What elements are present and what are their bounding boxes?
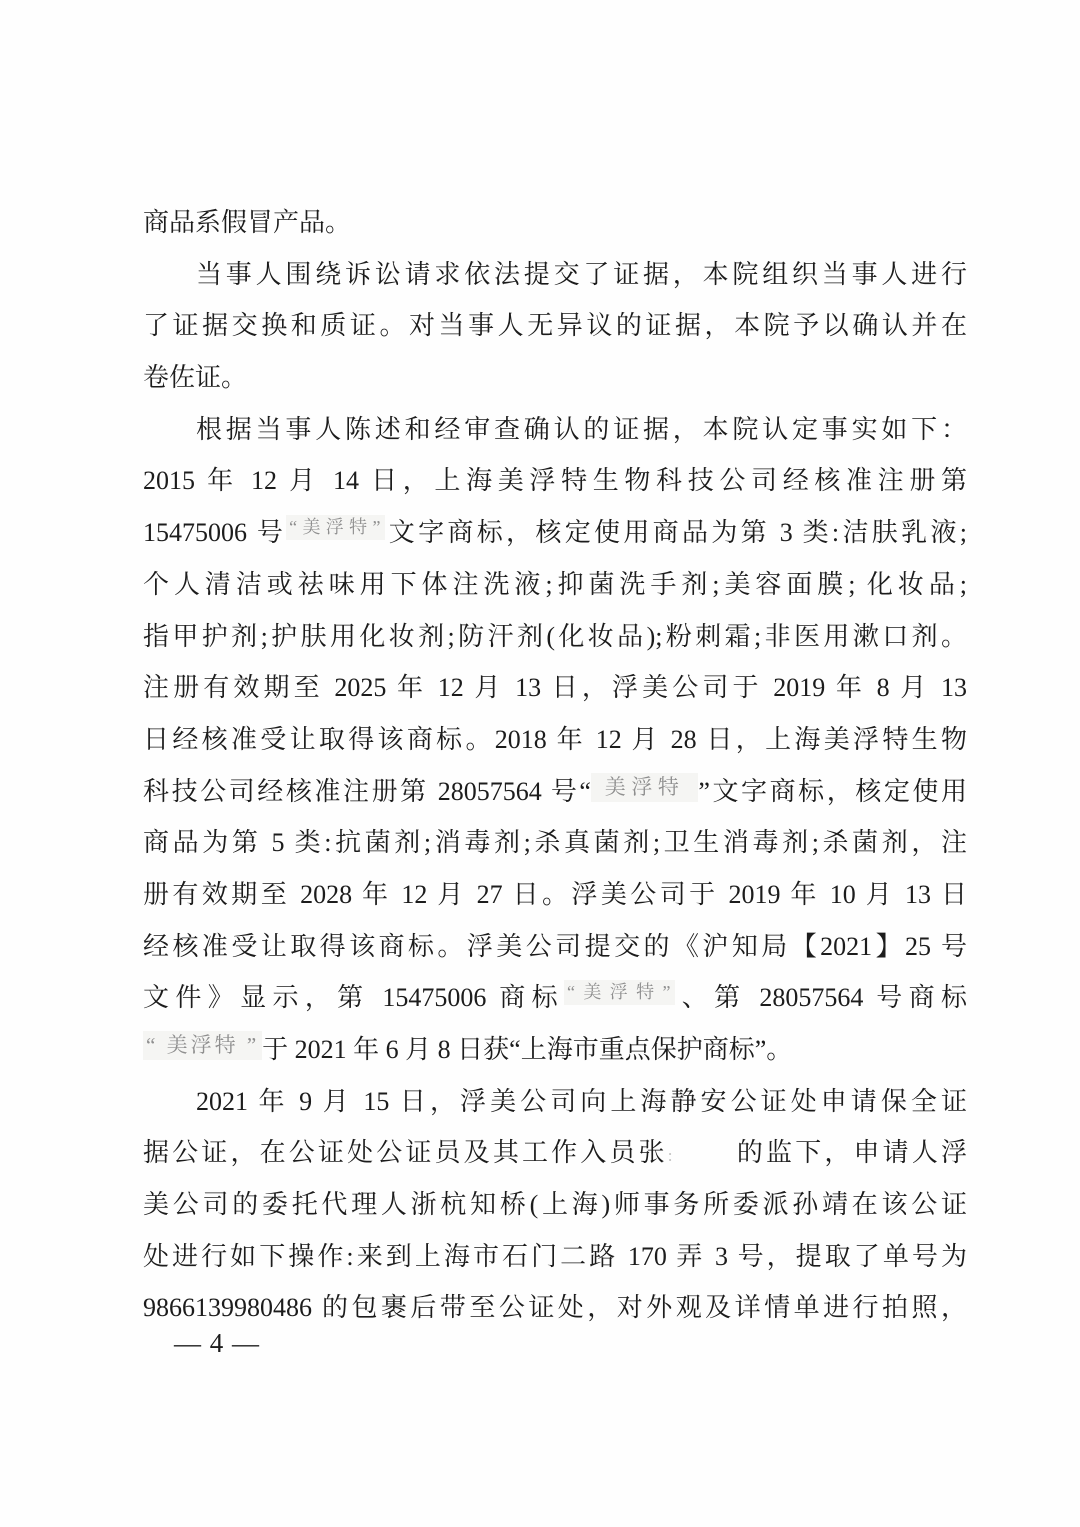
text-run: 日经核准受让取得该商标。2018 年 12 月 28 日，上海美浮特生物 (143, 724, 967, 754)
text-run: 商品为第 5 类:抗菌剂;消毒剂;杀真菌剂;卫生消毒剂;杀菌剂，注 (143, 828, 967, 858)
trademark-image-meifute: “ 美浮特 ” (143, 1031, 262, 1060)
text-run: 文字商标，核定使用商品为第 3 类:洁肤乳液; (385, 518, 967, 548)
text-line (143, 766, 967, 818)
text-line (143, 972, 967, 1024)
text-line (143, 197, 967, 249)
text-run: 个人清洁或祛味用下体注洗液;抑菌洗手剂;美容面膜; 化妆品; (143, 569, 967, 599)
text-run: 2015 年 12 月 14 日，上海美浮特生物科技公司经核准注册第 (143, 466, 967, 496)
text-run: 注册有效期至 2025 年 12 月 13 日，浮美公司于 2019 年 8 月 13 (143, 673, 967, 703)
trademark-image-meifute: “美浮特” (286, 515, 385, 540)
text-line (143, 921, 967, 973)
text-line (143, 869, 967, 921)
text-run: 卷佐证。 (143, 363, 248, 393)
trademark-image-meifute: “美浮特” (564, 980, 675, 1005)
text-line (143, 1076, 967, 1128)
text-run: 的监下，申请人浮 (733, 1138, 967, 1168)
redacted-name: : (667, 1146, 673, 1166)
text-run: 据公证，在公证处公证员及其工作入员张 (143, 1138, 668, 1168)
text-line (143, 1231, 967, 1283)
page-number: — 4 — (174, 1328, 260, 1358)
text-line (143, 1127, 967, 1179)
text-run: 指甲护剂;护肤用化妆剂;防汗剂(化妆品);粉刺霜;非医用漱口剂。 (143, 621, 967, 651)
document-body (143, 197, 967, 1334)
text-line (143, 455, 967, 507)
text-line (143, 611, 967, 663)
text-run: 商品系假冒产品。 (143, 208, 352, 237)
text-line (143, 559, 967, 611)
text-run: 9866139980486 的包裹后带至公证处，对外观及详情单进行拍照， (143, 1293, 967, 1323)
text-run: 处进行如下操作:来到上海市石门二路 170 弄 3 号，提取了单号为 (143, 1241, 967, 1271)
text-run: 当事人围绕诉讼请求依法提交了证据，本院组织当事人进行 (196, 259, 967, 289)
text-line (143, 817, 967, 869)
text-run: 15475006 号 (143, 518, 287, 548)
text-line (143, 249, 967, 301)
text-line (143, 404, 967, 456)
text-run: 根据当事人陈述和经审查确认的证据，本院认定事实如下： (196, 414, 967, 444)
text-line (143, 300, 967, 352)
text-line (143, 507, 967, 559)
text-run: 科技公司经核准注册第 28057564 号“ (143, 776, 591, 806)
trademark-image-meifute: 美浮特 (591, 773, 698, 802)
text-run: 文件》显示，第 15475006 商标 (143, 983, 564, 1013)
text-run: 美公司的委托代理人浙杭知桥(上海)师事务所委派孙靖在该公证 (143, 1190, 967, 1220)
text-run: ”文字商标，核定使用 (698, 776, 967, 806)
text-line (143, 352, 967, 404)
text-run: 2021 年 9 月 15 日，浮美公司向上海静安公证处申请保全证 (196, 1086, 967, 1116)
text-line (143, 662, 967, 714)
text-run: 了证据交换和质证。对当事人无异议的证据，本院予以确认并在 (143, 311, 967, 341)
text-line (143, 1024, 967, 1076)
text-run: 经核准受让取得该商标。浮美公司提交的《沪知局【2021】25 号 (143, 931, 967, 961)
text-run: 于 2021 年 6 月 8 日获“上海市重点保护商标”。 (262, 1035, 793, 1064)
text-run: 册有效期至 2028 年 12 月 27 日。浮美公司于 2019 年 10 月 13 日 (143, 879, 967, 909)
text-run: 、第 28057564 号商标 (675, 983, 967, 1013)
text-line (143, 714, 967, 766)
text-line (143, 1282, 967, 1334)
text-line (143, 1179, 967, 1231)
